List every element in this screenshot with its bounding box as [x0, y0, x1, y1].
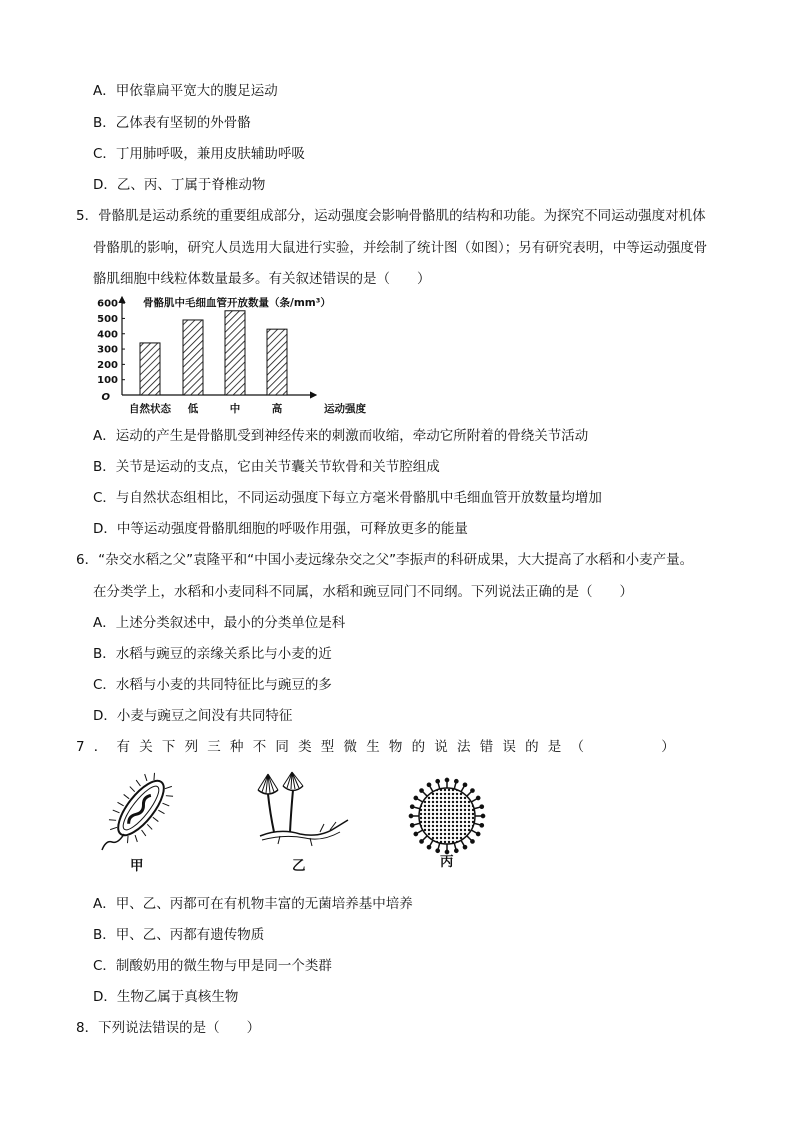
q6-option-b: B．水稻与豌豆的亲缘关系比与小麦的近	[93, 646, 332, 662]
figure-label-yi: 乙	[292, 858, 306, 874]
chart-x-tick-label: 低	[187, 403, 199, 415]
q6-option-c: C．水稻与小麦的共同特征比与豌豆的多	[93, 677, 332, 693]
bacterium-illustration	[96, 768, 186, 860]
q4-option-d: D．乙、丙、丁属于脊椎动物	[93, 177, 266, 193]
q5-option-d: D．中等运动强度骨骼肌细胞的呼吸作用强，可释放更多的能量	[93, 521, 468, 537]
q5-stem-line-3: 骼肌细胞中线粒体数量最多。有关叙述错误的是（ ）	[93, 271, 431, 287]
q6-stem-line-1: 6．“杂交水稻之父”袁隆平和“中国小麦远缘杂交之父”李振声的科研成果，大大提高了水稻和小麦产量。	[76, 552, 694, 568]
chart-origin-label: O	[101, 392, 110, 403]
q5-stem-line-1: 5．骨骼肌是运动系统的重要组成部分，运动强度会影响骨骼肌的结构和功能。为探究不同运动强度对机体	[76, 208, 706, 224]
chart-bar	[225, 311, 245, 395]
chart-y-tick-label: 400	[97, 329, 118, 341]
q7-option-b: B．甲、乙、丙都有遗传物质	[93, 927, 265, 943]
chart-y-tick-label: 600	[97, 298, 118, 310]
chart-title: 骨骼肌中毛细血管开放数量（条/mm³）	[143, 297, 331, 309]
q7-option-a: A．甲、乙、丙都可在有机物丰富的无菌培养基中培养	[93, 896, 413, 912]
chart-bar	[183, 320, 203, 395]
q5-option-a: A．运动的产生是骨骼肌受到神经传来的刺激而收缩，牵动它所附着的骨绕关节活动	[93, 428, 589, 444]
q6-stem-line-2: 在分类学上，水稻和小麦同科不同属，水稻和豌豆同门不同纲。下列说法正确的是（ ）	[93, 584, 633, 600]
q4-option-a: A．甲依靠扁平宽大的腹足运动	[93, 83, 278, 99]
capillary-bar-chart	[88, 292, 366, 417]
chart-x-tick-label: 高	[271, 403, 283, 415]
q5-option-c: C．与自然状态组相比，不同运动强度下每立方毫米骨骼肌中毛细血管开放数量均增加	[93, 490, 602, 506]
q6-option-a: A．上述分类叙述中，最小的分类单位是科	[93, 615, 346, 631]
chart-x-axis-label: 运动强度	[324, 403, 366, 415]
chart-y-tick-label: 300	[97, 344, 118, 356]
q6-option-d: D．小麦与豌豆之间没有共同特征	[93, 708, 293, 724]
chart-bar	[140, 343, 160, 395]
chart-x-tick-label: 自然状态	[129, 403, 171, 415]
q4-option-b: B．乙体表有坚韧的外骨骼	[93, 115, 251, 131]
chart-bar	[267, 329, 287, 395]
q7-option-c: C．制酸奶用的微生物与甲是同一个类群	[93, 958, 332, 974]
q7-stem: 7．有关下列三种不同类型微生物的说法错误的是（ ）	[76, 739, 684, 755]
chart-y-tick-label: 500	[97, 313, 118, 325]
q4-option-c: C．丁用肺呼吸，兼用皮肤辅助呼吸	[93, 146, 305, 162]
virus-illustration	[407, 776, 487, 856]
figure-label-jia: 甲	[130, 858, 144, 874]
chart-y-tick-label: 100	[97, 375, 118, 387]
q5-stem-line-2: 骨骼肌的影响，研究人员选用大鼠进行实验，并绘制了统计图（如图）；另有研究表明，中等运动强度骨	[93, 240, 708, 256]
mold-illustration	[250, 768, 355, 850]
q8-stem: 8．下列说法错误的是（ ）	[76, 1020, 261, 1036]
chart-x-tick-label: 中	[229, 403, 241, 415]
q7-option-d: D．生物乙属于真核生物	[93, 989, 239, 1005]
figure-label-bing: 丙	[440, 854, 454, 870]
q5-option-b: B．关节是运动的支点，它由关节囊关节软骨和关节腔组成	[93, 459, 440, 475]
chart-y-tick-label: 200	[97, 359, 118, 371]
